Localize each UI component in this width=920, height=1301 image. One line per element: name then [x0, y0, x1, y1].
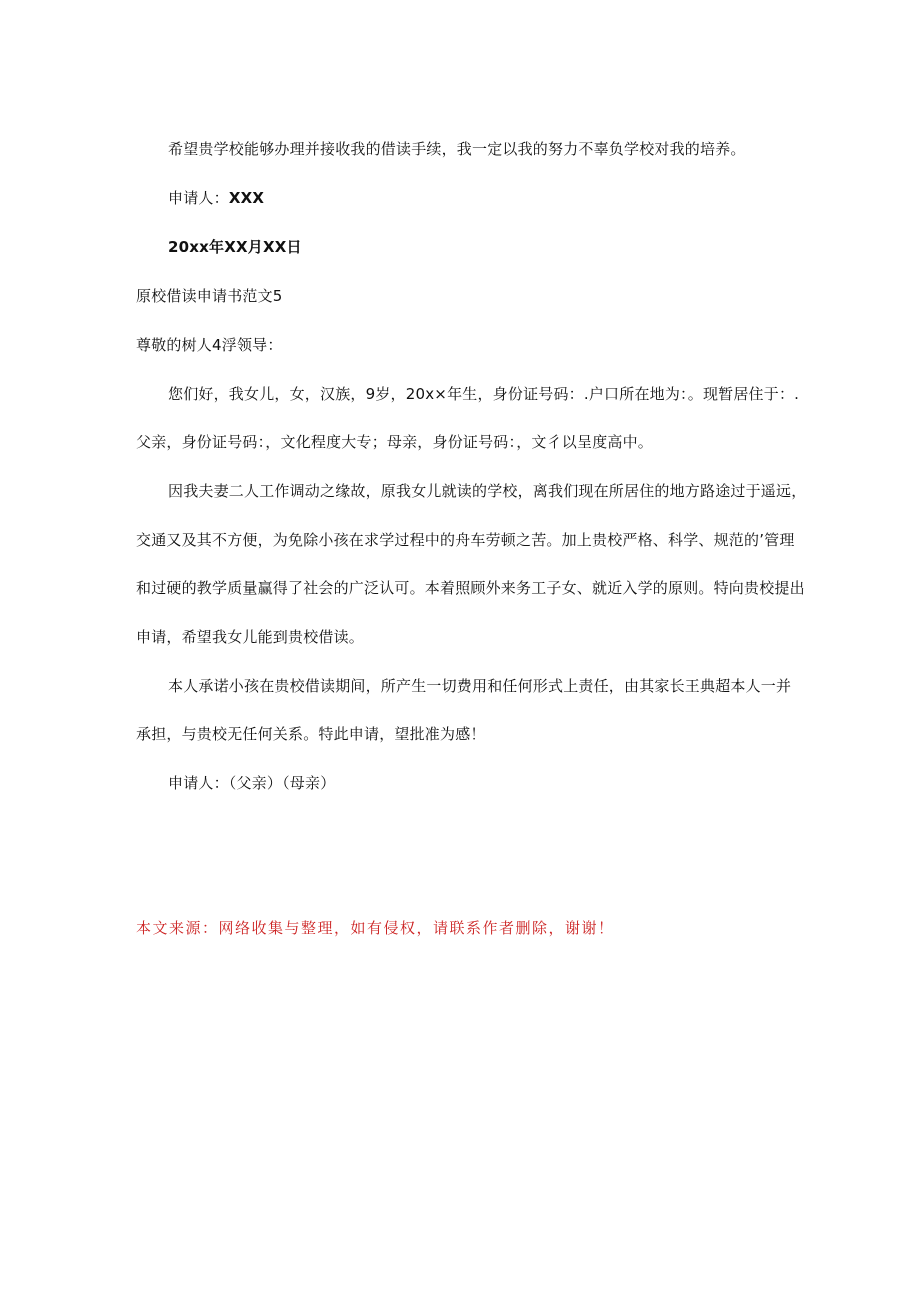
date-line: 20xx年XX月XX日	[168, 238, 302, 256]
paragraph-2-line-1: 因我夫妻二人工作调动之缘故，原我女儿就读的学校，离我们现在所居住的地方路途过于遥远，	[168, 482, 807, 500]
signature-line: 申请人：（父亲）（母亲）	[168, 774, 336, 792]
salutation: 尊敬的树人4浮领导：	[136, 336, 283, 354]
paragraph-1-line-2: 父亲，身份证号码：，文化程度大专；母亲，身份证号码：，文彳以呈度高中。	[136, 433, 654, 451]
closing-sentence: 希望贵学校能够办理并接收我的借读手续，我一定以我的努力不辜负学校对我的培养。	[168, 140, 746, 158]
paragraph-1-line-1: 您们好，我女儿，女，汉族，9岁，20x×年生，身份证号码：.户口所在地为：。现暂居住于：.	[168, 385, 800, 403]
paragraph-3-line-1: 本人承诺小孩在贵校借读期间，所产生一切费用和任何形式上责任，由其家长王典超本人一并	[168, 677, 792, 695]
applicant-label: 申请人：	[168, 189, 229, 207]
paragraph-3-line-2: 承担，与贵校无任何关系。特此申请，望批准为感！	[136, 725, 486, 743]
applicant-line	[168, 188, 264, 208]
paragraph-2-line-3: 和过硬的教学质量赢得了社会的广泛认可。本着照顾外来务工子女、就近入学的原则。特向贵校提出	[136, 579, 805, 597]
paragraph-2-line-4: 申请，希望我女儿能到贵校借读。	[136, 628, 365, 646]
paragraph-2-line-2: 交通又及其不方便，为免除小孩在求学过程中的舟车劳顿之苦。加上贵校严格、科学、规范的’管理	[136, 531, 795, 549]
applicant-name: XXX	[228, 189, 265, 207]
source-notice: 本文来源：网络收集与整理，如有侵权，请联系作者删除，谢谢！	[136, 919, 615, 937]
section-title: 原校借读申请书范文5	[136, 287, 283, 305]
